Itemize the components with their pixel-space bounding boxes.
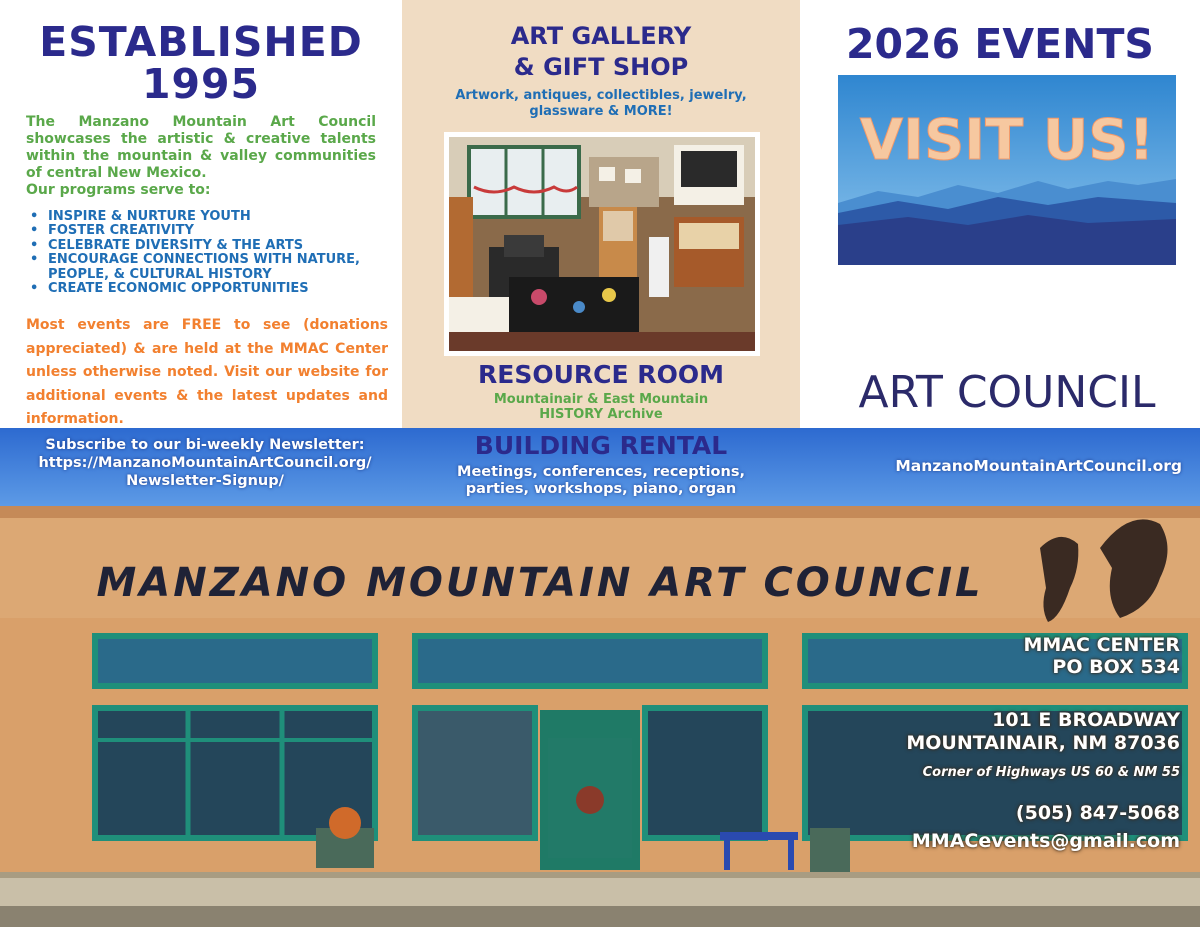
logo-art-council: ART COUNCIL — [858, 367, 1156, 415]
established-heading: ESTABLISHED — [39, 18, 363, 66]
gallery-photo — [444, 132, 760, 356]
visit-us-text: VISIT US! — [859, 108, 1155, 173]
bullet-icon: • — [30, 252, 39, 268]
intro-text: The Manzano Mountain Art Council showcases the artistic & creative talents within the mountain & valley communities of central New Mexico. — [26, 114, 376, 181]
address-street: 101 E BROADWAY — [992, 709, 1180, 731]
gallery-panel — [402, 0, 800, 428]
bullet-icon: • — [30, 237, 39, 253]
list-item: • INSPIRE & NURTURE YOUTH — [30, 209, 251, 224]
events-note: Most events are FREE to see (donations appreciated) & are held at the MMAC Center unless otherwise noted. Visit our website for additional events & the latest updates and information. — [26, 317, 388, 427]
address-city: MOUNTAINAIR, NM 87036 — [906, 732, 1180, 754]
website-link[interactable]: ManzanoMountainArtCouncil.org — [895, 457, 1182, 475]
building-rental-title: BUILDING RENTAL — [474, 431, 728, 460]
email-address[interactable]: MMACevents@gmail.com — [911, 830, 1180, 852]
address-po-box: PO BOX 534 — [1052, 656, 1180, 678]
gallery-interior-image — [449, 137, 755, 351]
intro-programs-text: Our programs serve to: — [26, 182, 211, 198]
program-list — [26, 210, 398, 296]
building-rental-subtitle: Meetings, conferences, receptions, parties, workshops, piano, organ — [457, 464, 745, 497]
newsletter-url-continuation[interactable]: Newsletter-Signup/ — [126, 473, 284, 489]
logo-mountain: MOUNTAIN — [873, 316, 1141, 367]
list-item-continuation: PEOPLE, & CULTURAL HISTORY — [48, 266, 272, 282]
address-center: MMAC CENTER — [1023, 634, 1180, 656]
bullet-icon: • — [30, 209, 39, 224]
established-year: 1995 — [141, 60, 261, 108]
gift-shop-title: & GIFT SHOP — [513, 53, 689, 81]
list-item: • FOSTER CREATIVITY — [30, 223, 194, 239]
resource-room-subtitle: Mountainair & East Mountain HISTORY Archive — [493, 392, 709, 422]
building-photo-section — [0, 428, 1200, 927]
newsletter-url[interactable]: https://ManzanoMountainArtCouncil.org/ — [38, 455, 372, 471]
gallery-title: ART GALLERY — [510, 22, 692, 50]
mountain-logo-icon — [838, 75, 1176, 415]
list-item: • CREATE ECONOMIC OPPORTUNITIES — [30, 281, 309, 297]
gallery-subtitle: Artwork, antiques, collectibles, jewelry, glassware & MORE! — [455, 88, 747, 119]
bullet-icon: • — [30, 223, 39, 239]
events-panel — [800, 0, 1200, 428]
list-item: • CELEBRATE DIVERSITY & THE ARTS — [30, 237, 304, 253]
about-panel — [0, 0, 402, 428]
newsletter-label: Subscribe to our bi-weekly Newsletter: — [45, 437, 365, 453]
building-sign-text: MANZANO MOUNTAIN ART COUNCIL — [96, 560, 984, 606]
bullet-icon: • — [30, 281, 39, 297]
logo-manzano: MANZANO — [877, 265, 1137, 323]
address-corner: Corner of Highways US 60 & NM 55 — [922, 765, 1180, 780]
phone-number[interactable]: (505) 847-5068 — [1015, 802, 1180, 824]
newsletter-block — [8, 436, 402, 490]
resource-room-title: RESOURCE ROOM — [478, 360, 724, 389]
council-logo — [838, 75, 1176, 415]
list-item: • ENCOURAGE CONNECTIONS WITH NATURE, — [30, 252, 360, 268]
events-year-title: 2026 EVENTS — [846, 20, 1154, 68]
